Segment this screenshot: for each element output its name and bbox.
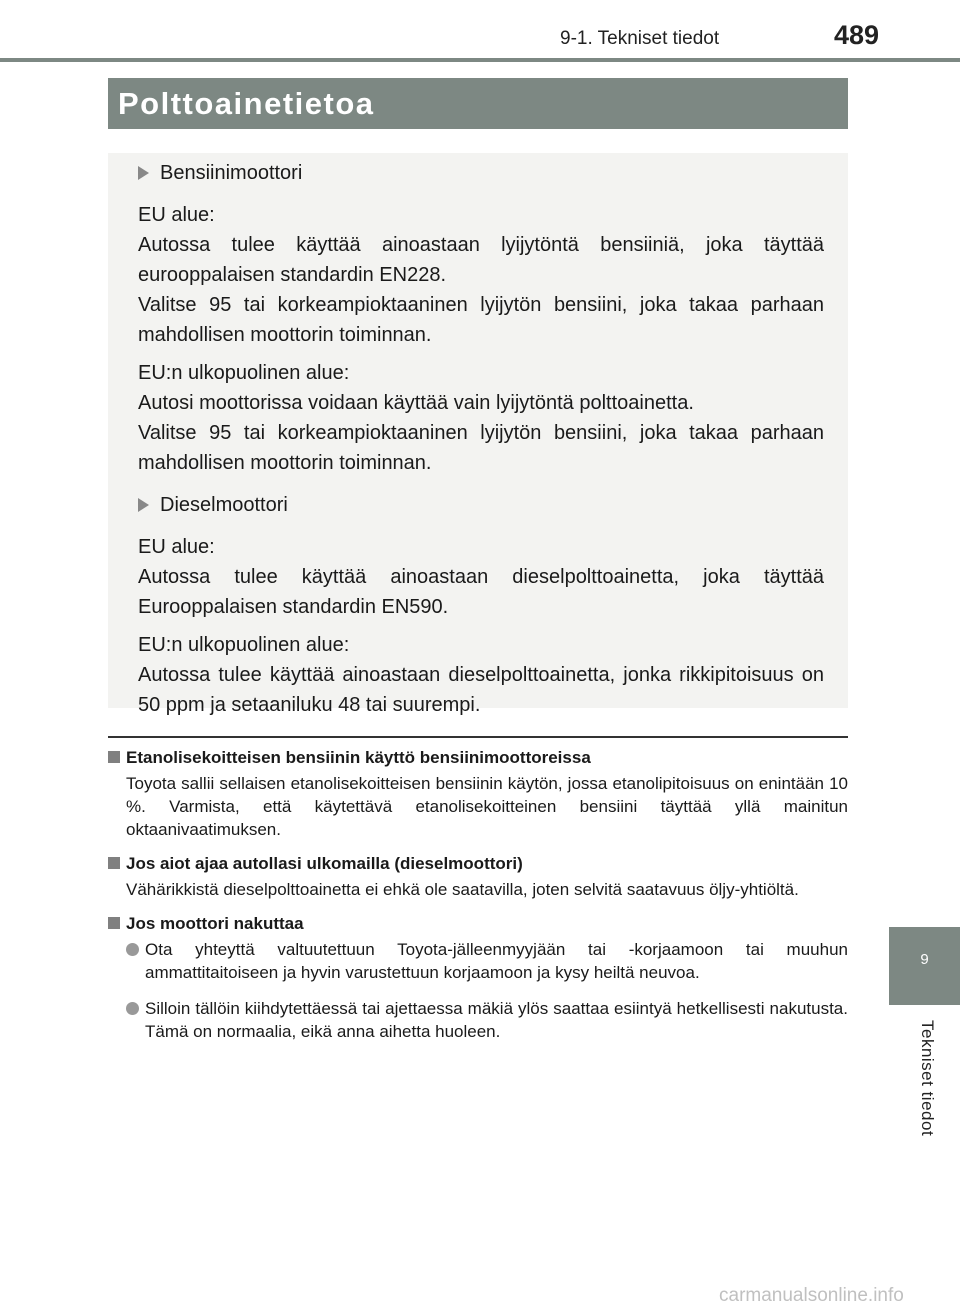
gasoline-eu-label: EU alue: — [138, 204, 215, 226]
note-body-abroad: Vähärikkistä dieselpolttoainetta ei ehkä ole saatavilla, joten selvitä saatavuus öljy-yhtiöltä. — [126, 880, 799, 899]
diesel-non-eu-label: EU:n ulkopuolinen alue: — [138, 634, 350, 656]
gasoline-non-eu-label: EU:n ulkopuolinen alue: — [138, 362, 350, 384]
chapter-tab[interactable] — [889, 927, 960, 1005]
gasoline-eu-text-2: Valitse 95 tai korkeampioktaaninen lyijytön bensiini, joka takaa parhaan mahdollisen moottorin toiminnan. — [138, 294, 824, 346]
diesel-eu-text: Autossa tulee käyttää ainoastaan dieselpolttoainetta, joka täyttää Eurooppalaisen standardin EN590. — [138, 566, 824, 618]
note-heading-ethanol: Etanolisekoitteisen bensiinin käyttö bensiinimoottoreissa — [108, 745, 848, 769]
section-divider — [108, 736, 848, 738]
page-number: 489 — [834, 20, 880, 50]
list-item: Silloin tällöin kiihdytettäessä tai ajettaessa mäkiä ylös saattaa esiintyä hetkellisesti nakutusta. Tämä on normaalia, eikä anna aihetta huoleen. — [126, 997, 848, 1043]
gasoline-non-eu-text-1: Autosi moottorissa voidaan käyttää vain lyijytöntä polttoainetta. — [138, 392, 694, 414]
triangle-right-icon — [138, 166, 149, 180]
gasoline-non-eu-text-2: Valitse 95 tai korkeampioktaaninen lyijytön bensiini, joka takaa parhaan mahdollisen moottorin toiminnan. — [138, 422, 824, 474]
note-body-ethanol: Toyota sallii sellaisen etanolisekoitteisen bensiinin käytön, jossa etanolipitoisuus on enintään 10 %. Varmista, että käytettävä etanolisekoitteinen bensiini täyttää yllä mainitun oktaanivaatimuksen. — [126, 774, 848, 839]
note-heading-abroad: Jos aiot ajaa autollasi ulkomailla (dieselmoottori) — [108, 851, 848, 875]
circle-bullet-icon — [126, 1002, 139, 1015]
list-item: Ota yhteyttä valtuutettuun Toyota-jälleenmyyjään tai -korjaamoon tai muuhun ammattitaitoiseen ja hyvin varustettuun korjaamoon ja kysy heiltä neuvoa. — [126, 938, 848, 984]
gasoline-heading: Bensiinimoottori — [138, 158, 824, 188]
chapter-label: Tekniset tiedot — [918, 1020, 937, 1137]
square-bullet-icon — [108, 857, 120, 869]
diesel-eu-label: EU alue: — [138, 536, 215, 558]
chapter-number: 9 — [920, 951, 929, 968]
note-heading-knocking: Jos moottori nakuttaa — [108, 911, 848, 935]
fuel-info-box — [108, 153, 848, 716]
gasoline-eu-text-1: Autossa tulee käyttää ainoastaan lyijytöntä bensiiniä, joka täyttää eurooppalaisen standardin EN228. — [138, 234, 824, 286]
triangle-right-icon — [138, 498, 149, 512]
header-section-label: 9-1. Tekniset tiedot — [560, 28, 720, 49]
page-title: Polttoainetietoa — [108, 78, 848, 129]
diesel-non-eu-text: Autossa tulee käyttää ainoastaan dieselpolttoainetta, jonka rikkipitoisuus on 50 ppm ja setaaniluku 48 tai suurempi. — [138, 664, 824, 716]
diesel-heading: Dieselmoottori — [138, 490, 824, 520]
watermark: carmanualsonline.info — [719, 1285, 904, 1306]
circle-bullet-icon — [126, 943, 139, 956]
square-bullet-icon — [108, 751, 120, 763]
header-divider — [0, 58, 960, 62]
square-bullet-icon — [108, 917, 120, 929]
notes-section — [108, 745, 848, 1043]
